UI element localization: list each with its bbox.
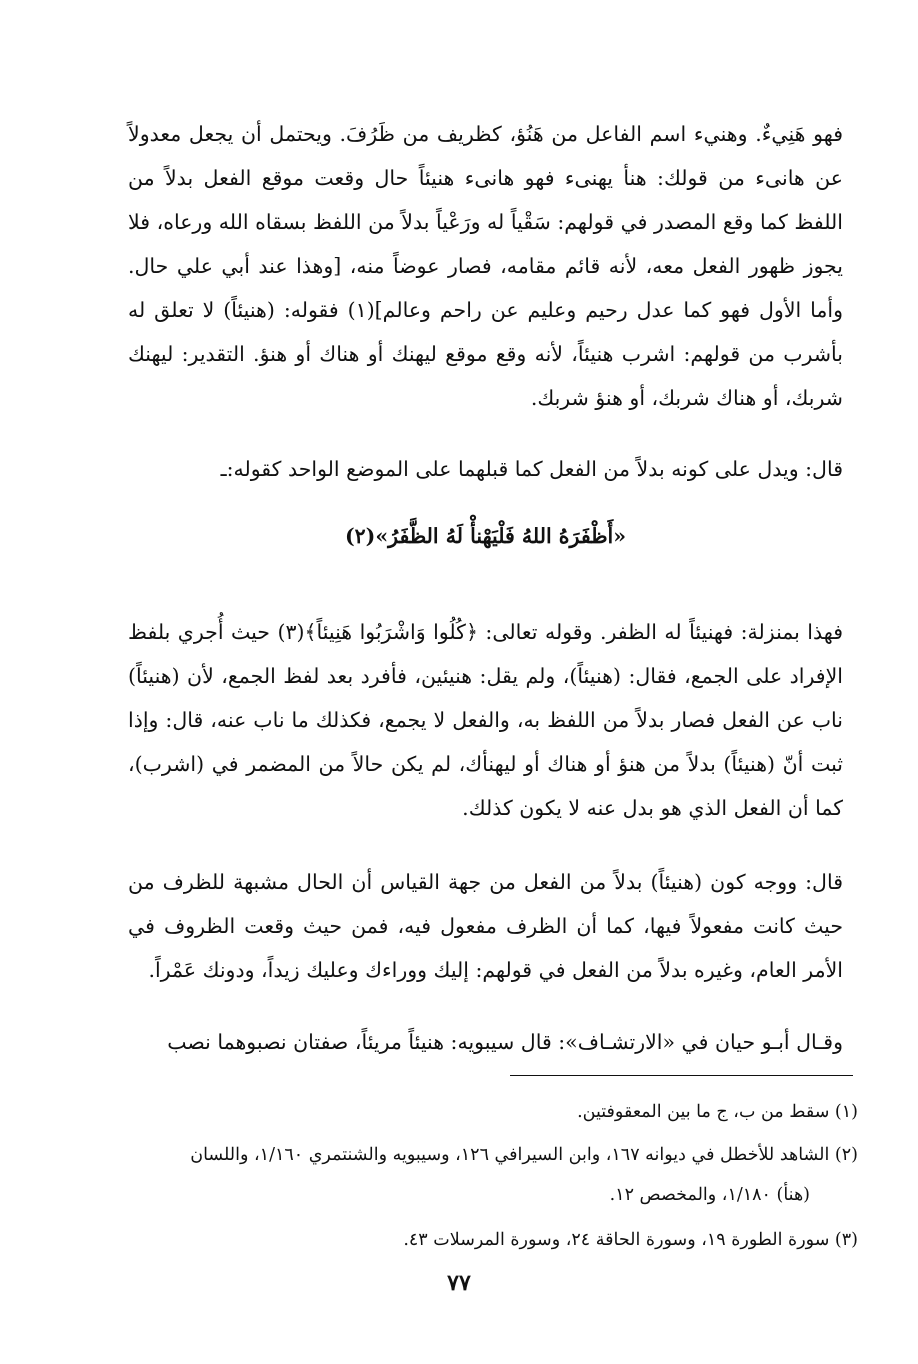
paragraph-3: فهذا بمنزلة: فهنيئاً له الظفر. وقوله تعالى: ﴿كُلُوا وَاشْرَبُوا هَنِيئاً﴾(٣) حيث أُجري بلفظ الإفراد على الجمع، فقال: (هنيئاً)، ولم يقل: هنيئين، فأفرد بعد لفظ الجمع، لأن (هنيئاً) ناب عن الفعل فصار بدلاً من اللفظ به، والفعل لا يجمع، فكذلك ما ناب عنه، قال: وإذا ثبت أنّ (هنيئاً) بدلاً من هنؤ أو هناك أو ليهنأك، لم يكن حالاً من المضمر في (اشرب)، كما أن الفعل الذي هو بدل عنه لا يكون كذلك. bbox=[128, 620, 843, 820]
poetry-verse: «أَظْفَرَهُ اللهُ فَلْيَهْنأْ لَهُ الظَّفَرُ»(٢) bbox=[344, 524, 627, 548]
paragraph-4: قال: ووجه كون (هنيئاً) بدلاً من الفعل من جهة القياس أن الحال مشبهة للظرف من حيث كانت مفعولاً فيها، كما أن الظرف مفعول فيه، فمن حيث وقعت الظروف في الأمر العام، وغيره بدلاً من الفعل في قولهم: إليك ووراءك وعليك زيداً، ودونك عَمْراً. bbox=[128, 870, 843, 982]
page-number: ٧٧ bbox=[447, 1270, 471, 1296]
footnote-1: (١) سقط من ب، ج ما بين المعقوفتين. bbox=[577, 1102, 858, 1122]
footnote-separator bbox=[510, 1075, 853, 1076]
footnote-3: (٣) سورة الطورة ١٩، وسورة الحاقة ٢٤، وسورة المرسلات ٤٣. bbox=[403, 1230, 858, 1250]
footnote-2-continuation bbox=[128, 1175, 858, 1215]
paragraph-1: فهو هَنِيءٌ. وهنيء اسم الفاعل من هَنُؤ، كظريف من ظَرُفَ. ويحتمل أن يجعل معدولاً عن هانىء من قولك: هنأ يهنىء فهو هانىء هنيئاً حال وقعت موقع الفعل بدلاً من اللفظ كما وقع المصدر في قولهم: سَقْياً له ورَعْياً بدلاً من اللفظ بسقاه الله ورعاه، فلا يجوز ظهور الفعل معه، لأنه قائم مقامه، فصار عوضاً منه، [وهذا عند أبي علي حال. وأما الأول فهو كما عدل رحيم وعليم عن راحم وعالم](١) فقوله: (هنيئاً) لا تعلق له بأشرب من قولهم: اشرب هنيئاً، لأنه وقع موقع ليهنك أو هناك أو هنؤ. التقدير: ليهنك شربك، أو هناك شربك، أو هنؤ شربك. bbox=[128, 122, 843, 410]
footnote-2-continuation-text: (هنأ) ١/١٨٠، والمخصص ١٢. bbox=[609, 1185, 810, 1205]
paragraph-5: وقـال أبـو حيان في «الارتشـاف»: قال سيبويه: هنيئاً مريئاً، صفتان نصبوهما نصب bbox=[167, 1030, 843, 1054]
footnote-2: (٢) الشاهد للأخطل في ديوانه ١٦٧، وابن السيرافي ١٢٦، وسيبويه والشنتمري ١/١٦٠، واللسان bbox=[190, 1145, 858, 1165]
paragraph-2: قال: ويدل على كونه بدلاً من الفعل كما قبلهما على الموضع الواحد كقوله:ـ bbox=[220, 457, 843, 481]
